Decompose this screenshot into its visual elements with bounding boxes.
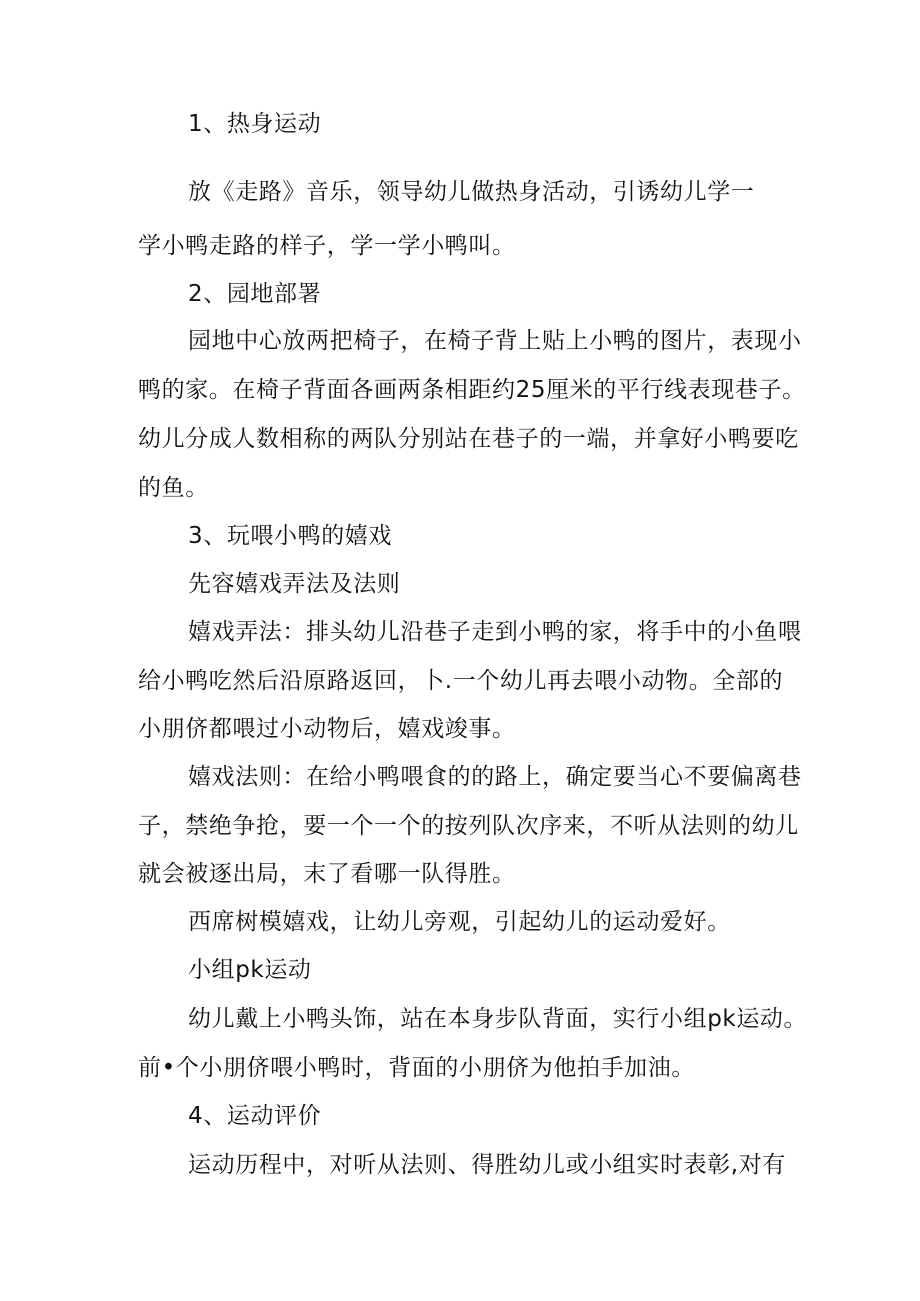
paragraph-line: 子，禁绝争抢，要一个一个的按列队次序来，不听从法则的幼儿 [138,813,799,839]
paragraph-line: 嬉戏法则：在给小鸭喂食的的路上，确定要当心不要偏离巷 [188,764,802,790]
paragraph-line: 嬉戏弄法：排头幼儿沿巷子走到小鸭的家，将手中的小鱼喂 [188,619,802,645]
subheading-pk: 小组pk运动 [188,957,312,983]
heading-game: 3、玩喂小鸭的嬉戏 [188,523,393,549]
paragraph-line: 幼儿戴上小鸭头饰，站在本身步队背面，实行小组pk运动。 [188,1006,808,1032]
paragraph-line: 鸭的家。在椅子背面各画两条相距约25厘米的平行线表现巷子。 [138,377,806,403]
paragraph-line: 前•个小朋侪喂小鸭时，背面的小朋侪为他拍手加油。 [138,1055,695,1081]
subheading-intro: 先容嬉戏弄法及法则 [188,571,401,597]
paragraph-line: 放《走路》音乐，领导幼儿做热身活动，引诱幼儿学一 [188,179,755,205]
paragraph-line: 的鱼。 [138,475,209,501]
heading-evaluation: 4、运动评价 [188,1103,322,1129]
paragraph-line: 学小鸭走路的样子，学一学小鸭叫。 [138,233,516,259]
paragraph-line: 运动历程中，对听从法则、得胜幼儿或小组实时表彰,对有 [188,1152,786,1178]
heading-warmup: 1、热身运动 [188,111,322,137]
paragraph-line: 就会被逐出局，末了看哪一队得胜。 [138,861,516,887]
paragraph-line: 小朋侪都喂过小动物后，嬉戏竣事。 [138,716,516,742]
heading-venue: 2、园地部署 [188,281,322,307]
paragraph-line: 西席树模嬉戏，让幼儿旁观，引起幼儿的运动爱好。 [188,909,731,935]
paragraph-line: 园地中心放两把椅子，在椅子背上贴上小鸭的图片，表现小 [188,328,802,354]
paragraph-line: 给小鸭吃然后沿原路返回，卜.一个幼儿再去喂小动物。全部的 [138,668,784,694]
paragraph-line: 幼儿分成人数相称的两队分别站在巷子的一端，并拿好小鸭要吃 [138,426,799,452]
